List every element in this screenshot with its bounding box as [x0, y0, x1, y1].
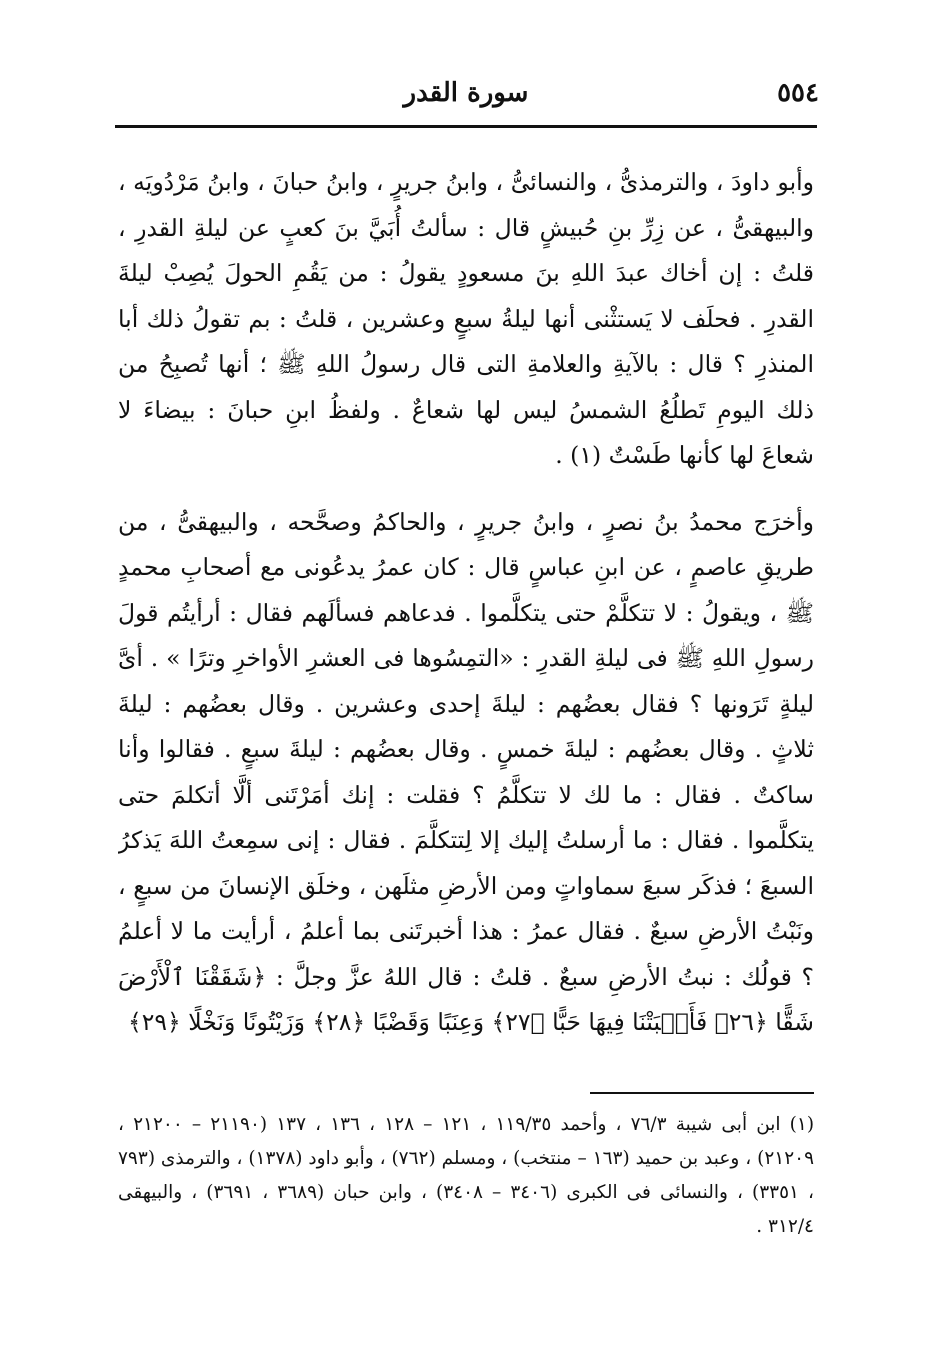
page-number: ٥٥٤: [777, 78, 819, 108]
footnote-rule: [590, 1092, 814, 1094]
paragraph-1: وأبو داودَ ، والترمذىُّ ، والنسائىُّ ، وابنُ جريرٍ ، وابنُ حبانَ ، وابنُ مَرْدُويَه ، والبيهقىُّ ، عن زِرِّ بنِ حُبيشٍ قال : سألتُ أُبَيَّ بنَ كعبٍ عن ليلةِ القدرِ ، قلتُ : إن أخاك عبدَ اللهِ بنَ مسعودٍ يقولُ : من يَقُمِ الحولَ يُصِبْ ليلةَ القدرِ . فحلَف لا يَستثْنى أنها ليلةُ سبعٍ وعشرين ، قلتُ : بم تقولُ ذلك أبا المنذرِ ؟ قال : بالآيةِ والعلامةِ التى قال رسولُ اللهِ ﷺ ؛ أنها تُصبِحُ من ذلك اليومِ تَطلُعُ الشمسُ ليس لها شعاعٌ . ولفظُ ابنِ حبانَ : بيضاءَ لا شعاعَ لها كأنها طَسْتٌ (١) .: [118, 168, 814, 469]
main-text: [118, 160, 814, 1080]
running-title: سورة القدر: [403, 78, 529, 108]
footnote-1: (١) ابن أبى شيبة ٧٦/٣ ، وأحمد ١١٩/٣٥ ، ١٢١ – ١٢٨ ، ١٣٦ ، ١٣٧ (٢١١٩٠ – ٢١٢٠٠ ، ٢١٢٠٩) ، وعبد بن حميد (١٦٣ – منتخب) ، ومسلم (٧٦٢) ، وأبو داود (١٣٧٨) ، والترمذى (٧٩٣ ، ٣٣٥١) ، والنسائى فى الكبرى (٣٤٠٦ – ٣٤٠٨) ، وابن حبان (٣٦٨٩ ، ٣٦٩١) ، والبيهقى ٣١٢/٤ .: [118, 1114, 815, 1237]
paragraph-2: وأخرَج محمدُ بنُ نصرٍ ، وابنُ جريرٍ ، والحاكمُ وصحَّحه ، والبيهقىُّ ، من طريقِ عاصمٍ ، عن ابنِ عباسٍ قال : كان عمرُ يدعُونى مع أصحابِ محمدٍ ﷺ ، ويقولُ : لا تتكلَّمْ حتى يتكلَّموا . فدعاهم فسألَهم فقال : أرأيتُم قولَ رسولِ اللهِ ﷺ فى ليلةِ القدرِ : «التمِسُوها فى العشرِ الأواخرِ وترًا » . أىَّ ليلةٍ تَرَونها ؟ فقال بعضُهم : ليلةَ إحدى وعشرين . وقال بعضُهم : ليلةَ ثلاثٍ . وقال بعضُهم : ليلةَ خمسٍ . وقال بعضُهم : ليلةَ سبعٍ . فقالوا وأنا ساكتٌ . فقال : ما لك لا تتكلَّمُ ؟ فقلت : إنك أمَرْتَنى ألَّا أتكلمَ حتى يتكلَّموا . فقال : ما أرسلتُ إليك إلا لِتتكلَّمَ . فقال : إنى سمِعتُ اللهَ يَذكرُ السبعَ ؛ فذكَر سبعَ سماواتٍ ومن الأرضِ مثلَهن ، وخلَق الإنسانَ من سبعٍ ، ونَبْتُ الأرضِ سبعٌ . فقال عمرُ : هذا أخبرتَنى بما أعلمُ ، أرأيت ما لا أعلمُ ؟ قولُك : نبتُ الأرضِ سبعٌ . قلتُ : قال اللهُ عزَّ وجلَّ : ﴿شَقَقْنَا ٱلْأَرْضَ شَقًّا ﴿٢٦﴾ فَأَنۢبَتْنَا فِيهَا حَبًّا ﴿٢٧﴾ وَعِنَبًا وَقَضْبًا ﴿٢٨﴾ وَزَيْتُونًا وَنَخْلًا ﴿٢٩﴾: [118, 507, 814, 1036]
header-rule: [115, 125, 817, 128]
page-header: [113, 70, 819, 120]
